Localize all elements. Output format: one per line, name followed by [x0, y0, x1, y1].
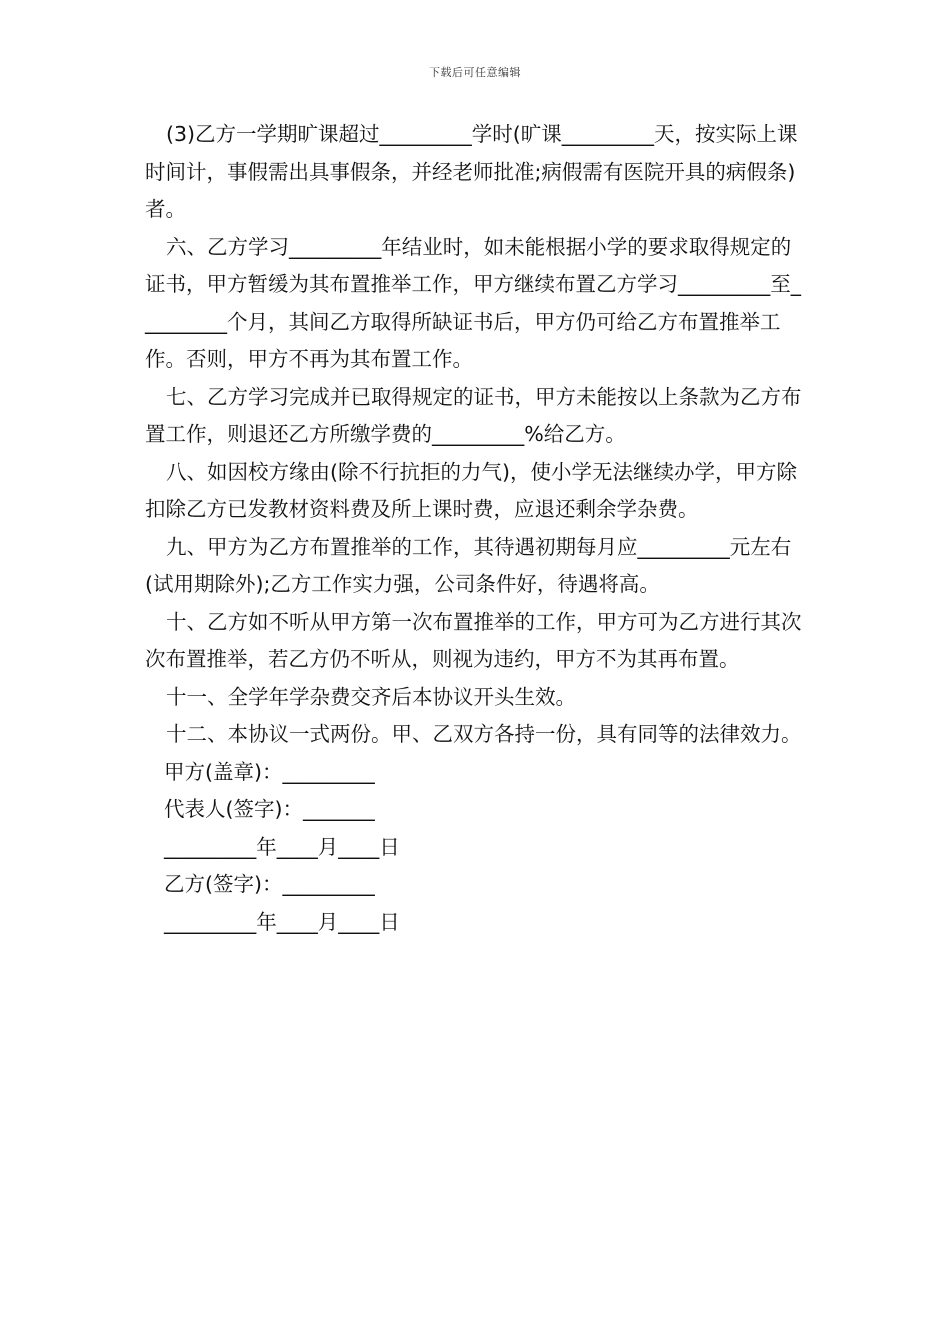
clause-12-copies: 十二、本协议一式两份。甲、乙双方各持一份，具有同等的法律效力。 — [166, 722, 802, 746]
party-a-seal: 甲方(盖章)：_________ — [164, 759, 375, 784]
party-b-date: _________年____月____日 — [164, 909, 400, 934]
party-a-date: _________年____月____日 — [164, 834, 400, 859]
signature-block — [145, 754, 810, 942]
party-b-signature: 乙方(签字)：_________ — [164, 872, 375, 896]
clause-11-effective: 十一、全学年学杂费交齐后本协议开头生效。 — [166, 684, 576, 709]
clause-6-graduation: 六、乙方学习_________年结业时，如未能根据小学的要求取得规定的证书，甲方暂缓为其布置推举工作，甲方继续布置乙方学习_________至_________个月，其间乙方取得所缺证书后，甲方仍可给乙方布置推举工作。否则，甲方不再为其布置工作。 — [145, 234, 801, 371]
clause-8-school-closure: 八、如因校方缘由(除不行抗拒的力气)，使小学无法继续办学，甲方除扣除乙方已发教材资料费及所上课时费，应退还剩余学杂费。 — [145, 459, 797, 521]
clause-3-absence: (3)乙方一学期旷课超过_________学时(旷课_________天，按实际上课时间计，事假需出具事假条，并经老师批准;病假需有医院开具的病假条)者。 — [145, 122, 798, 221]
clause-7-refund: 七、乙方学习完成并已取得规定的证书，甲方未能按以上条款为乙方布置工作，则退还乙方所缴学费的_________%给乙方。 — [145, 384, 802, 446]
clause-9-salary: 九、甲方为乙方布置推举的工作，其待遇初期每月应_________元左右(试用期除外);乙方工作实力强，公司条件好，待遇将高。 — [145, 534, 792, 596]
representative-signature: 代表人(签字)：_______ — [164, 797, 375, 821]
clause-10-refusal: 十、乙方如不听从甲方第一次布置推举的工作，甲方可为乙方进行其次次布置推举，若乙方仍不听从，则视为违约，甲方不为其再布置。 — [145, 609, 802, 671]
header-note: 下载后可任意编辑 — [429, 66, 521, 79]
document-body — [145, 116, 810, 941]
